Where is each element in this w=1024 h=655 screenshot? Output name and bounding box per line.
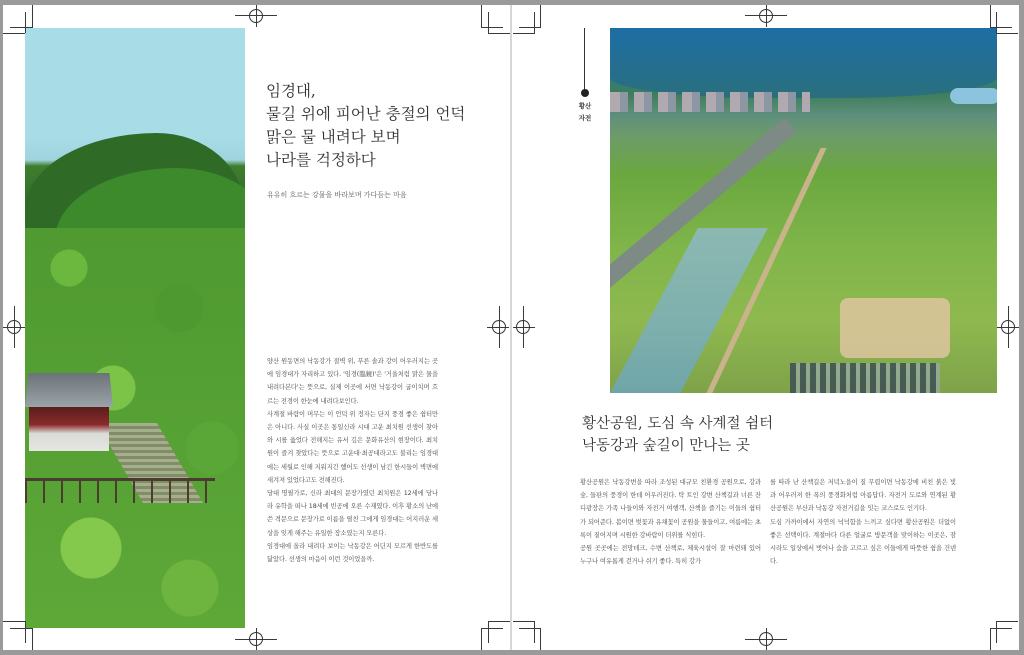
title-line: 황산공원, 도심 속 사계절 쉼터 <box>582 416 774 432</box>
body-paragraph: 공원 곳곳에는 전망데크, 수변 산책로, 체육시설이 잘 마련돼 있어 누구나 여유롭게 걷거나 쉬기 좋다. 특히 강가 <box>580 545 761 566</box>
crop-mark <box>25 12 26 33</box>
crop-mark <box>25 621 26 643</box>
registration-target-icon <box>492 320 506 334</box>
right-page-column-1 <box>580 476 761 568</box>
crop-mark <box>488 621 510 622</box>
body-paragraph: 황산공원은 낙동강변을 따라 조성된 대규모 친환경 공원으로, 강과 숲, 들판의 풍경이 한데 어우러진다. 탁 트인 강변 산책길과 너른 잔디광장은 가족 나들이와 자전거 여행객, 산책을 즐기는 이들의 쉼터가 되어준다. 봄이면 벚꽃과 유채꽃이 공원을 물들이고, 여름에는 초록이 짙어지며 시원한 강바람이 더위를 식힌다. <box>580 479 761 539</box>
left-page-body <box>267 355 438 566</box>
crop-mark <box>519 27 541 28</box>
crop-mark <box>481 27 503 28</box>
body-paragraph: 양산 원동면의 낙동강가 절벽 위, 푸른 솔과 강이 어우러지는 곳에 임경대가 자리하고 있다. '임경(臨鏡)'은 '거울처럼 맑은 물을 내려다본다'는 뜻으로, 실제 이곳에 서면 낙동강이 굽이치며 흐르는 전경이 한눈에 내려다보인다. <box>267 358 438 405</box>
crop-mark <box>990 628 991 650</box>
crop-mark <box>990 5 991 28</box>
pavilion-body <box>29 407 109 451</box>
parking-lot <box>790 363 940 393</box>
title-line: 나라를 걱정하다 <box>266 151 376 169</box>
crop-mark <box>3 33 25 34</box>
title-line: 물길 위에 피어난 충절의 언덕 <box>266 105 466 123</box>
section-label-line: 황산 <box>578 102 592 110</box>
wooden-deck <box>25 478 215 503</box>
crop-mark <box>996 12 997 34</box>
page-spine <box>510 5 512 650</box>
crop-mark <box>996 33 1018 34</box>
left-page-title <box>266 80 506 172</box>
marker-dot-icon <box>581 89 589 97</box>
city-buildings <box>610 92 810 112</box>
right-page-photo <box>610 28 997 393</box>
crop-mark <box>513 621 535 622</box>
title-line: 맑은 물 내려다 보며 <box>266 128 401 146</box>
registration-target-icon <box>759 632 773 646</box>
title-line: 낙동강과 숲길이 만나는 곳 <box>582 438 750 454</box>
crop-mark <box>10 27 32 28</box>
registration-target-icon <box>1001 320 1015 334</box>
crop-mark <box>32 5 33 28</box>
crop-mark <box>3 621 25 622</box>
registration-target-icon <box>516 320 530 334</box>
registration-target-icon <box>7 320 21 334</box>
crop-mark <box>996 621 997 643</box>
crop-mark <box>996 621 1018 622</box>
title-line: 임경대, <box>266 82 316 100</box>
registration-target-icon <box>759 9 773 23</box>
crop-mark <box>534 12 535 34</box>
crop-mark <box>990 27 1012 28</box>
right-page-title <box>582 413 773 457</box>
crop-mark <box>481 5 482 28</box>
crop-mark <box>540 628 541 650</box>
marker-line <box>584 28 585 90</box>
body-paragraph: 임경대에 올라 내려다 보이는 낙동강은 어딘지 모르게 한반도를 닮았다. 선생의 마음이 이런 것이었을까. <box>267 542 438 564</box>
right-page-column-2 <box>770 476 956 568</box>
crop-mark <box>481 628 482 650</box>
crop-mark <box>488 12 489 34</box>
crop-mark <box>32 628 33 650</box>
crop-mark <box>990 628 1012 629</box>
registration-target-icon <box>249 632 263 646</box>
mountain-shape <box>610 28 997 98</box>
crop-mark <box>488 621 489 643</box>
left-page-photo <box>25 28 245 628</box>
crop-mark <box>10 628 32 629</box>
body-paragraph: 사계절 바람이 머무는 이 언덕 위 정자는 단지 풍경 좋은 쉼터만은 아니다. 사실 이곳은 통일신라 시대 고운 최치원 선생이 찾아와 시를 읊었다 전해지는 유서 깊은 문화유산의 현장이다. 최치원이 즐겨 찾았다는 뜻으로 고운대·최공대라고도 불리는 임경대에는 세월로 인해 지워지긴 했어도 선생이 남긴 한시들이 벽면에 새겨져 있었다고도 전해진다. <box>267 410 438 484</box>
section-label-line: 자전 <box>578 114 592 122</box>
crop-mark <box>488 33 510 34</box>
body-paragraph: 를 따라 난 산책길은 저녁노을이 질 무렵이면 낙동강에 비친 붉은 빛과 어우러져 한 폭의 풍경화처럼 아름답다. 자전거 도로와 연계된 황산공원은 부산과 낙동강 자전거길을 잇는 코스로도 인기다. <box>770 479 956 513</box>
section-label <box>569 100 601 124</box>
pavilion-roof <box>25 373 113 407</box>
crop-mark <box>513 33 535 34</box>
body-paragraph: 도심 가까이에서 자연의 넉넉함을 느끼고 싶다면 황산공원은 더없이 좋은 선택이다. 계절마다 다른 얼굴로 방문객을 맞이하는 이곳은, 잠시라도 일상에서 벗어나 숨을 고르고 싶은 이들에게 따뜻한 쉼을 건넨다. <box>770 518 956 566</box>
left-page-subtitle: 유유히 흐르는 강물을 바라보며 가다듬는 마음 <box>267 191 407 199</box>
crop-mark <box>534 621 535 643</box>
crop-mark <box>481 628 503 629</box>
registration-target-icon <box>249 9 263 23</box>
open-field <box>840 298 950 358</box>
crop-mark <box>519 628 541 629</box>
river-water <box>950 88 997 104</box>
body-paragraph: 당대 명필가로, 신라 최대의 문장가였던 최치원은 12세에 당나라 유학을 떠나 18세에 빈공에 오른 수재였다. 이후 황소의 난에 쓴 격문으로 문장가로 이름을 떨친 그에게 임경대는 어지러운 세상을 잊게 해주는 유일한 장소였는지 모른다. <box>267 490 438 537</box>
crop-mark <box>540 5 541 28</box>
